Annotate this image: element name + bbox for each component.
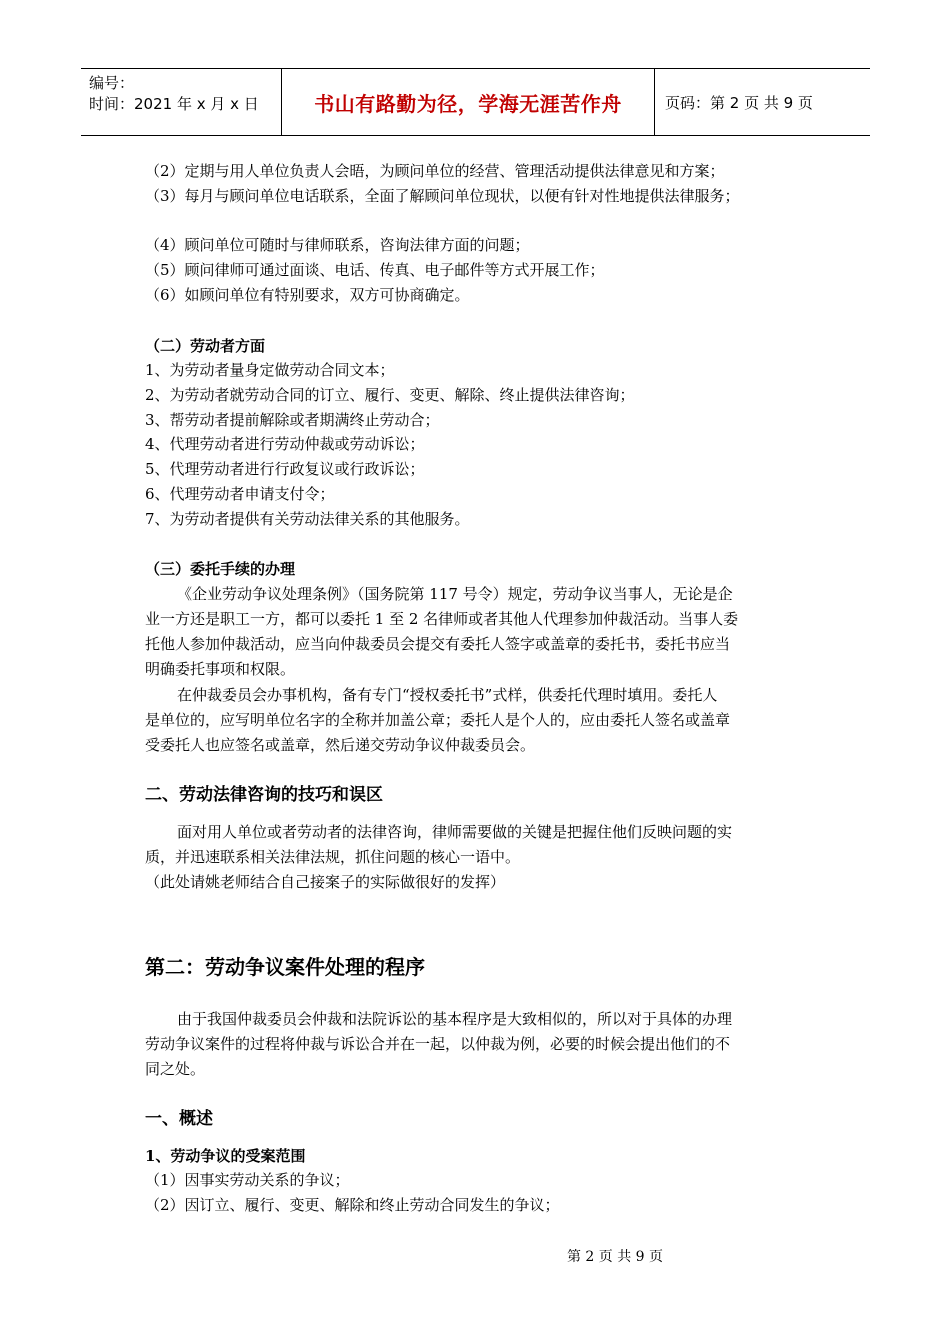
paragraph-line: 是单位的，应写明单位名字的全称并加盖公章；委托人是个人的，应由委托人签名或盖章	[145, 711, 731, 729]
list-item: 4、代理劳动者进行劳动仲裁或劳动诉讼；	[145, 435, 425, 453]
text-line: （3）每月与顾问单位电话联系，全面了解顾问单位现状，以便有针对性地提供法律服务；	[145, 187, 740, 205]
paragraph-line: 受委托人也应签名或盖章，然后递交劳动争议仲裁委员会。	[145, 736, 536, 754]
list-item: 3、帮劳动者提前解除或者期满终止劳动合；	[145, 411, 440, 429]
paragraph-line: 业一方还是职工一方，都可以委托 1 至 2 名律师或者其他人代理参加仲裁活动。当事人委	[145, 610, 739, 628]
header-page-info: 页码：第 2 页 共 9 页	[665, 93, 813, 112]
list-item: 7、为劳动者提供有关劳动法律关系的其他服务。	[145, 510, 470, 528]
section-heading: （三）委托手续的办理	[145, 560, 296, 578]
text-line: （6）如顾问单位有特别要求，双方可协商确定。	[145, 286, 470, 304]
page-header	[81, 68, 870, 136]
list-item: 1、为劳动者量身定做劳动合同文本；	[145, 361, 395, 379]
text-line: （2）定期与用人单位负责人会晤，为顾问单位的经营、管理活动提供法律意见和方案；	[145, 162, 725, 180]
header-date: 时间：2021 年 x 月 x 日	[89, 95, 259, 113]
list-item: 2、为劳动者就劳动合同的订立、履行、变更、解除、终止提供法律咨询；	[145, 386, 635, 404]
section-heading: 一、概述	[145, 1109, 213, 1129]
paragraph-line: 托他人参加仲裁活动，应当向仲裁委员会提交有委托人签字或盖章的委托书，委托书应当	[145, 635, 731, 653]
paragraph-line: 《企业劳动争议处理条例》（国务院第 117 号令）规定，劳动争议当事人，无论是企	[177, 585, 733, 603]
paragraph-line: 质，并迅速联系相关法律法规，抓住问题的核心一语中。	[145, 848, 521, 866]
paragraph-line: （此处请姚老师结合自己接案子的实际做很好的发挥）	[145, 873, 506, 891]
footer-page-number: 第 2 页 共 9 页	[566, 1249, 664, 1265]
text-line: （4）顾问单位可随时与律师联系，咨询法律方面的问题；	[145, 236, 530, 254]
paragraph-line: 由于我国仲裁委员会仲裁和法院诉讼的基本程序是大致相似的，所以对于具体的办理	[177, 1010, 733, 1028]
paragraph-line: 面对用人单位或者劳动者的法律咨询，律师需要做的关键是把握住他们反映问题的实	[177, 823, 733, 841]
section-heading: （二）劳动者方面	[145, 337, 266, 355]
paragraph-line: 劳动争议案件的过程将仲裁与诉讼合并在一起，以仲裁为例，必要的时候会提出他们的不	[145, 1035, 731, 1053]
list-item: （1）因事实劳动关系的争议；	[145, 1171, 350, 1189]
list-item: （2）因订立、履行、变更、解除和终止劳动合同发生的争议；	[145, 1196, 560, 1214]
header-left-cell	[81, 69, 282, 135]
page-footer	[0, 1246, 950, 1266]
chapter-heading: 第二：劳动争议案件处理的程序	[145, 955, 425, 979]
header-motto: 书山有路勤为径，学海无涯苦作舟	[282, 69, 655, 135]
paragraph-line: 在仲裁委员会办事机构，备有专门“授权委托书”式样，供委托代理时填用。委托人	[177, 686, 718, 704]
text-line: （5）顾问律师可通过面谈、电话、传真、电子邮件等方式开展工作；	[145, 261, 605, 279]
paragraph-line: 明确委托事项和权限。	[145, 660, 296, 678]
list-item: 5、代理劳动者进行行政复议或行政诉讼；	[145, 460, 425, 478]
paragraph-line: 同之处。	[145, 1060, 206, 1078]
list-item: 6、代理劳动者申请支付令；	[145, 485, 335, 503]
subsection-heading: 1、劳动争议的受案范围	[145, 1147, 306, 1165]
header-number: 编号：	[89, 74, 135, 92]
section-heading: 二、劳动法律咨询的技巧和误区	[145, 785, 383, 805]
